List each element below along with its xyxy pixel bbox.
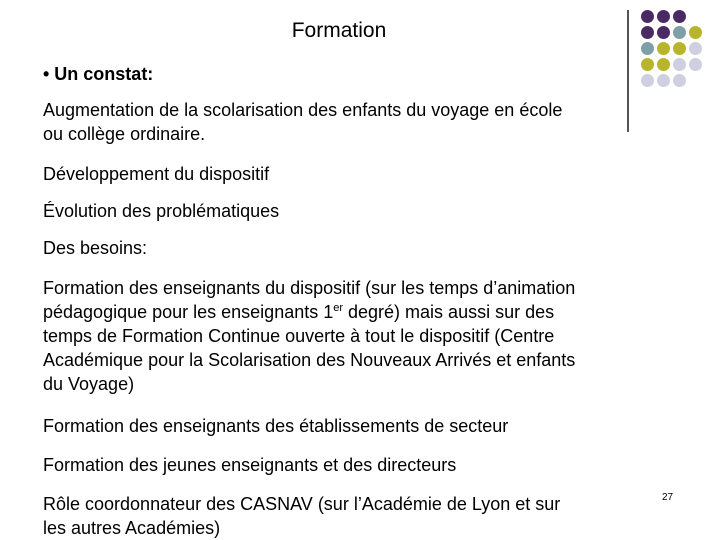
decorative-dot — [641, 42, 654, 55]
besoins-heading: Des besoins: — [43, 238, 148, 258]
decorative-dot — [673, 26, 686, 39]
constat-line: ou collège ordinaire. — [43, 124, 206, 144]
constat-heading: • Un constat: — [43, 64, 154, 84]
decorative-dot — [641, 26, 654, 39]
decorative-dot — [641, 58, 654, 71]
decorative-divider — [627, 10, 629, 132]
besoin-line-part: pédagogique pour les enseignants 1 — [43, 302, 334, 322]
decorative-dot — [689, 42, 702, 55]
evolution-text: Évolution des problématiques — [43, 201, 280, 221]
besoin-line: Académique pour la Scolarisation des Nouveaux Arrivés et enfants — [43, 350, 576, 370]
besoin-line-part: degré) mais aussi sur des — [343, 302, 555, 322]
ordinal-suffix: er — [333, 302, 344, 314]
decorative-dot — [673, 74, 686, 87]
developpement-text: Développement du dispositif — [43, 164, 270, 184]
decorative-dot — [657, 74, 670, 87]
decorative-dot — [657, 10, 670, 23]
besoin-line: du Voyage) — [43, 374, 135, 394]
constat-text — [43, 98, 562, 146]
slide-title: Formation — [291, 19, 387, 42]
constat-line: Augmentation de la scolarisation des enfants du voyage en école — [43, 100, 563, 120]
besoin-line: temps de Formation Continue ouverte à tout le dispositif (Centre — [43, 326, 555, 346]
decorative-dot — [689, 26, 702, 39]
besoin-line: Rôle coordonnateur des CASNAV (sur l’Académie de Lyon et sur — [43, 494, 561, 514]
decorative-dot — [657, 42, 670, 55]
decorative-dot — [641, 74, 654, 87]
decorative-dot — [673, 10, 686, 23]
decorative-dot — [657, 26, 670, 39]
besoin-line: les autres Académies) — [43, 518, 221, 538]
besoin-formation-secteur: Formation des enseignants des établissements de secteur — [43, 416, 509, 436]
besoin-line: Formation des enseignants du dispositif (sur les temps d’animation — [43, 278, 576, 298]
decorative-dot — [641, 10, 654, 23]
decorative-dot — [673, 42, 686, 55]
page-number: 27 — [662, 492, 674, 503]
besoin-formation-dispositif — [43, 276, 575, 396]
besoin-line — [43, 300, 575, 324]
besoin-formation-jeunes: Formation des jeunes enseignants et des directeurs — [43, 455, 457, 475]
decorative-dot — [657, 58, 670, 71]
decorative-dot — [673, 58, 686, 71]
decorative-dot — [689, 58, 702, 71]
besoin-role-casnav — [43, 492, 560, 540]
